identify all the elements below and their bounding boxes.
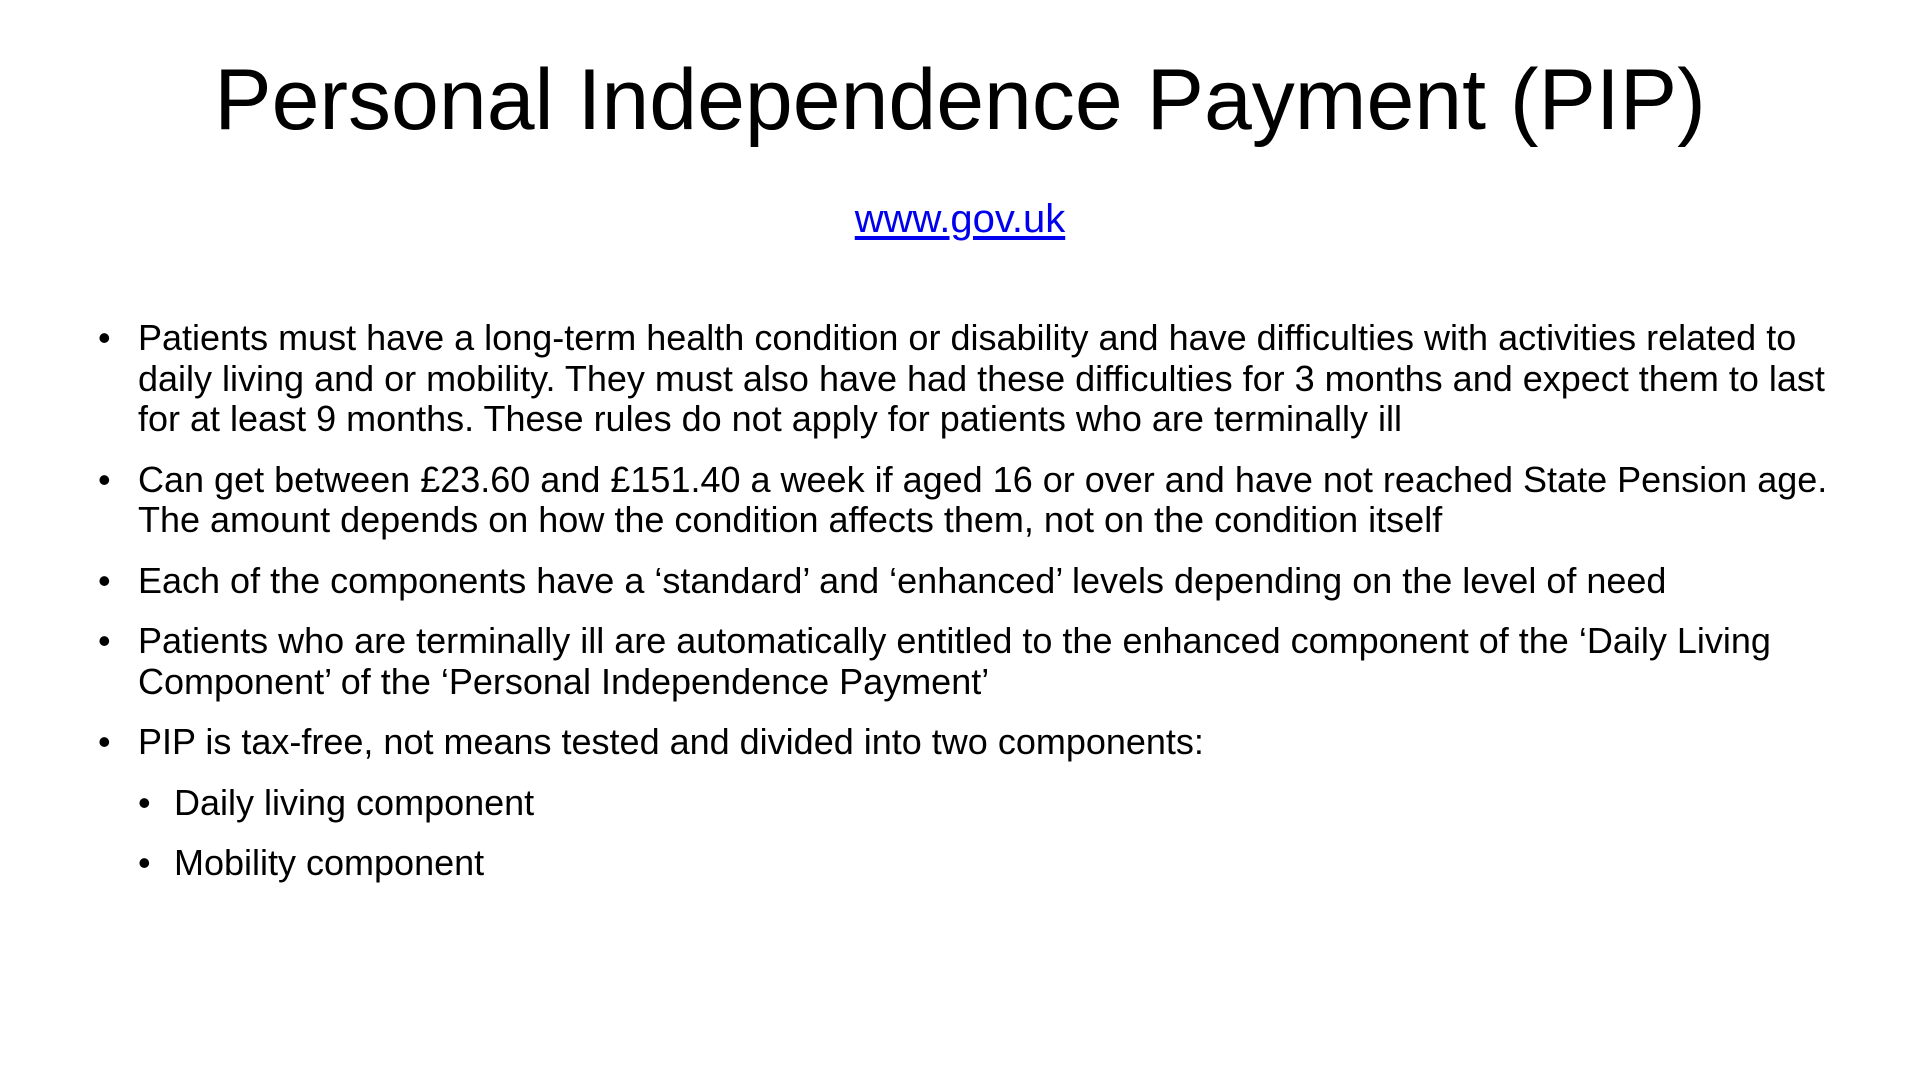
bullet-item bbox=[98, 621, 1858, 702]
bullet-text: Patients must have a long-term health condition or disability and have difficulties with activities related to daily living and or mobility. They must also have had these difficulties for 3 months and expect them to last for at least 9 months. These rules do not apply for patients who are terminally ill bbox=[138, 317, 1825, 439]
sub-bullet-item bbox=[138, 843, 1858, 884]
bullet-dot-icon: • bbox=[98, 559, 111, 601]
link-row bbox=[0, 196, 1920, 242]
bullet-item bbox=[98, 318, 1858, 440]
bullet-text: Patients who are terminally ill are automatically entitled to the enhanced component of the ‘Daily Living Component’ of the ‘Personal Independence Payment’ bbox=[138, 620, 1771, 702]
bullet-dot-icon: • bbox=[98, 458, 111, 500]
bullet-list bbox=[98, 318, 1858, 904]
bullet-dot-icon: • bbox=[98, 721, 111, 762]
bullet-text: Can get between £23.60 and £151.40 a week if aged 16 or over and have not reached State Pension age. The amount depends on how the condition affects them, not on the condition itself bbox=[138, 458, 1828, 540]
sub-bullet-list bbox=[138, 783, 1858, 884]
sub-bullet-dot-icon: • bbox=[138, 781, 151, 823]
sub-bullet-dot-icon: • bbox=[138, 842, 151, 883]
bullet-item bbox=[98, 722, 1858, 884]
sub-bullet-text: Mobility component bbox=[174, 842, 485, 883]
bullet-text: Each of the components have a ‘standard’ and ‘enhanced’ levels depending on the level of need bbox=[138, 559, 1667, 601]
bullet-dot-icon: • bbox=[98, 620, 111, 661]
sub-bullet-text: Daily living component bbox=[174, 781, 535, 823]
gov-uk-link[interactable]: www.gov.uk bbox=[854, 197, 1066, 241]
bullet-item bbox=[98, 561, 1858, 602]
bullet-text: PIP is tax-free, not means tested and divided into two components: bbox=[138, 721, 1204, 762]
sub-bullet-item bbox=[138, 783, 1858, 824]
slide-title: Personal Independence Payment (PIP) bbox=[214, 52, 1706, 148]
bullet-dot-icon: • bbox=[98, 317, 111, 358]
bullet-item bbox=[98, 460, 1858, 541]
